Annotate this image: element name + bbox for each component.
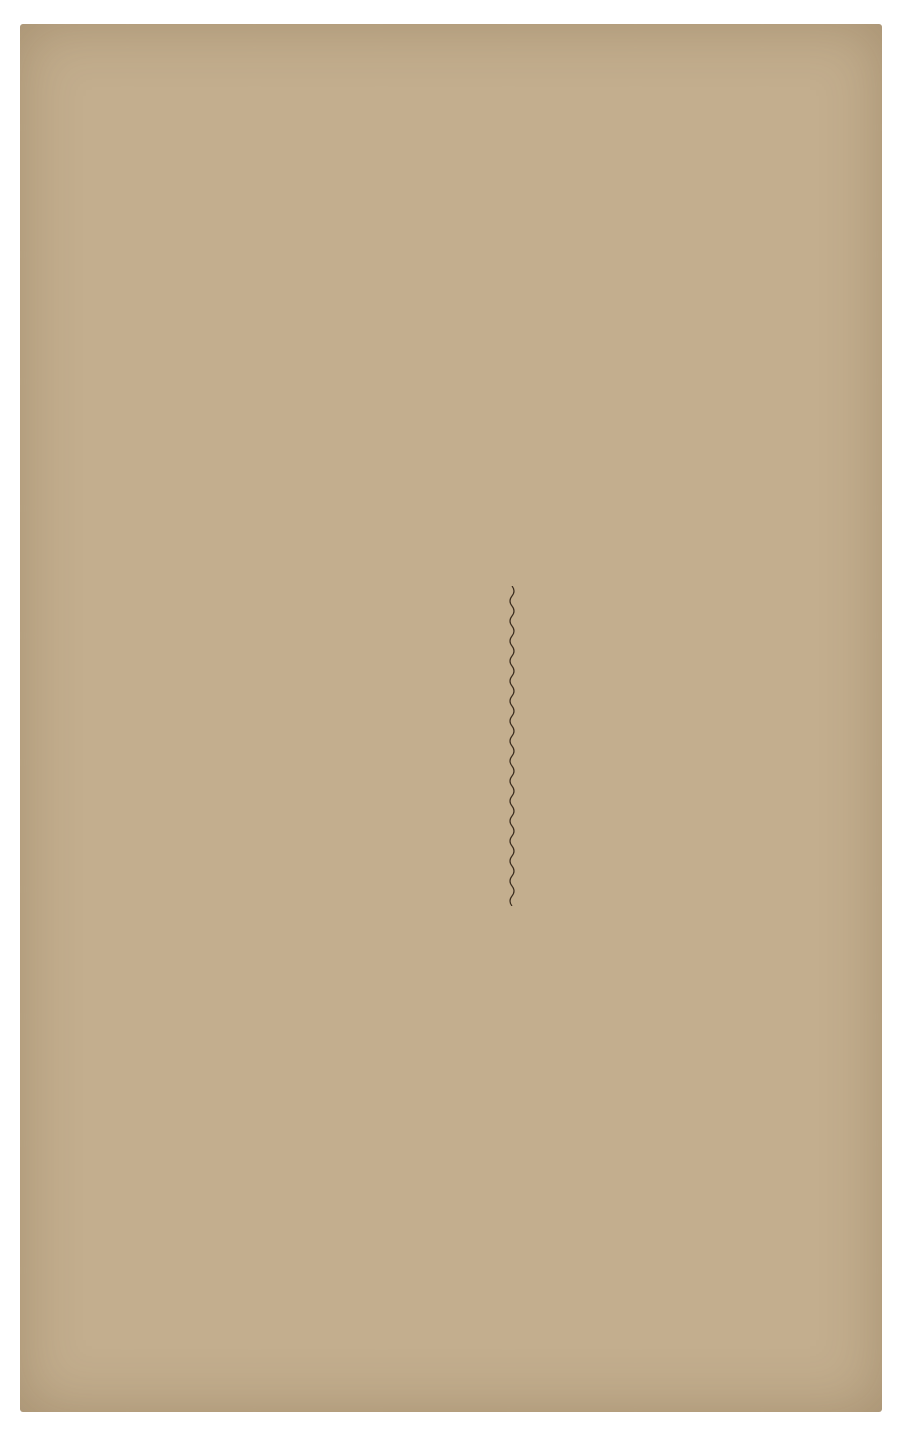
library-watermark bbox=[450, 1144, 870, 1344]
wavy-rule bbox=[508, 586, 516, 906]
book-page bbox=[20, 24, 882, 1412]
